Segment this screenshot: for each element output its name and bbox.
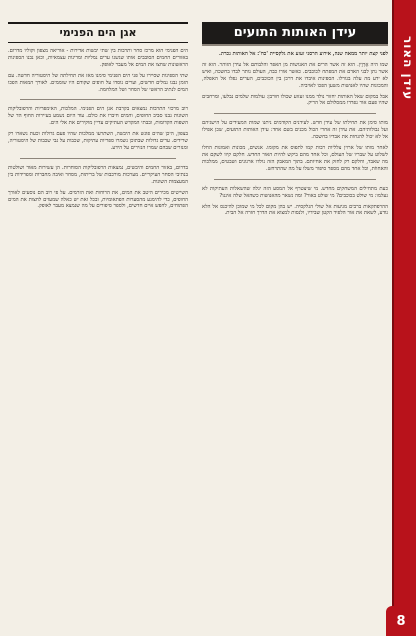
paragraph: לפני קצת יותר ממאה שנה, אירוע הרסני זעזע את גלקסיית 'כח': אל האותות נכרת.	[219, 51, 388, 57]
page-number-box	[386, 606, 416, 636]
paragraph: מותו סימן את תחילתו של עידן חדש. לעידנים הקודמים ניתנו שמות המעידים על הישגיהם ועל גבולותיהם. את עידן זה אחרי הכול מכנים בשם אחד: עידן האותות התועים, שכן אפילו אל לא יכול להנחות את אבדיו בחשכה.	[202, 120, 388, 141]
divider	[214, 113, 376, 114]
paragraph: לאחר מותו של ארוין צלליות רבות קמו לתפוס את מקומו. אנשים, מכונות ואמונות החלו לשלוט על שבריו של העולם, וכל אחד מהם ביקש להיות האור החדש. חלקם קיוו לשקם את מה שאבד, וחלקם רק לחזק את אחיזתם. בתוך המאבק הזה נולדו ארגונים ושבטים, ממלכות והאחווֹת, וכל אחד מהם מספר סיפור משלו על מה שהתרחש.	[202, 145, 388, 172]
divider	[214, 179, 376, 180]
page-number: 8	[396, 613, 406, 629]
paragraph: בצפון, היכן שהים פוגש את היבשה, השתרעו ממלכות שהיו פעם גדולות וכעת נשארו רק שרידים. ערים גדולות שבתוכן נשמרו ספריות עתיקות, שכבות על גבי שכבות של היסטוריה, ומנזרים שבהם שמרו הנזירים על הידע.	[8, 131, 188, 151]
paragraph: שמו היה אֶרְוֶין. הוא זה אשר הרים את האנושות מן האפר והלבותם אל עידן הזוהר. הוא זה אשר נתן לבני האדם את המפתח לכוכבים. כאשר אורו כבה, העולם נותר לבדו בחשכה, ואיש לא ידע מה עלה בגורלו. הספינות איבדו את דרכן בין הכוכבים, הערים נפלו אל האפלה, והמכונות שהיו לאנושות משען הפכו לאויביה.	[202, 61, 388, 89]
right-column	[202, 22, 388, 616]
paragraph: בדרום, באזור החמים והיבשים, נמצאות הרפובליקות הסוחרות. הן עשירות מאוד ושולטות בנתיבי הסחר העיקריים. מערכות מורכבות של בריתות, מסחר ואיבה מחברות ומפרידות בין המעצמות השונות.	[8, 164, 188, 185]
paragraph: שתי הספינות שסיירו על פני הים הפנימי סימנו מאז את תחילתה של היסטוריה חדשה. עם הזמן נבנו נמלים חדשים, וערים נוסדו על חופים שקודם היו שוממים. לאורך המאות הפכו המים לנתיב הראשי של הסחר ושל המלחמה.	[8, 72, 188, 93]
paragraph: אבל במקום שאל האותות יחזור נולד ממנו זעזוע שכולו חורבן: עולמות שלמים נבלעו, ומרחבים שהיו פעם אור נפרדו ממסלולם אל הריק.	[202, 93, 388, 107]
divider	[20, 99, 176, 100]
left-column	[8, 22, 188, 616]
paragraph: ההרפתקאות ברבים מגיעות אל שולי הגלקסיה. יש בהן מקום לכל מי שמוכן להיכנס אל הלא נודע, לשאת את אור הלפיד הקטן שבידיו, ולנסות למצוא את הדרך חזרה אל הבית.	[202, 203, 388, 217]
divider	[20, 158, 176, 159]
paragraph: רוב מרכזי התרבות נמצאים בקרבת אגן הים הפנימי. המלכות, האימפריות והרפובליקות השונות נבנו סביב החופים, והמים חיברו את כולם. עוד היום נשמע בעיירות החוף הד של השפות הקדומות, ובבתי המקדש העתיקים עדיין מוקירים את אלי הים.	[8, 106, 188, 127]
paragraph: כעת מתחילים המשחקים מחדש. מי שיצטרף אל המסע הזה יגלה שהשאלות העתיקות לא נעלמו: מי שולט בכוכבים? מי שולט באור? ומה נשאר מהאנושות כשהאל שלה איננו?	[202, 185, 388, 199]
paragraph: השייטים מכירים היטב את המים, את הרוחות ואת הזרמים. על פי רוב הם נוסעים לאורך החופים, כדי להימנע מהסערות הפתאומיות, ובכל זאת יש כאלה שמעזים לחצות את המים הפתוחים, לחפש איים חדשים, ולספר סיפורים על מה שנמצא מעבר לאופק.	[8, 189, 188, 210]
chapter-side-label: עידן האור	[401, 36, 415, 101]
section-title-right: עידן האותות התועים	[202, 22, 388, 46]
chapter-side-tab	[392, 0, 416, 610]
section-title-left: אגן הים הפנימי	[8, 22, 188, 43]
paragraph: הים הפנימי הוא מרכז סחר ותרבות בין שתי יבשות אדירות - אוריאה מצפון וקוליו מדרום. באזורים החמים הסובבים אותו שגשגו ערים נמליות ומדינות עצמאיות, וכאן נבנו הספינות הראשונות שחצו את המים אל מעבר לאופק.	[8, 48, 188, 68]
